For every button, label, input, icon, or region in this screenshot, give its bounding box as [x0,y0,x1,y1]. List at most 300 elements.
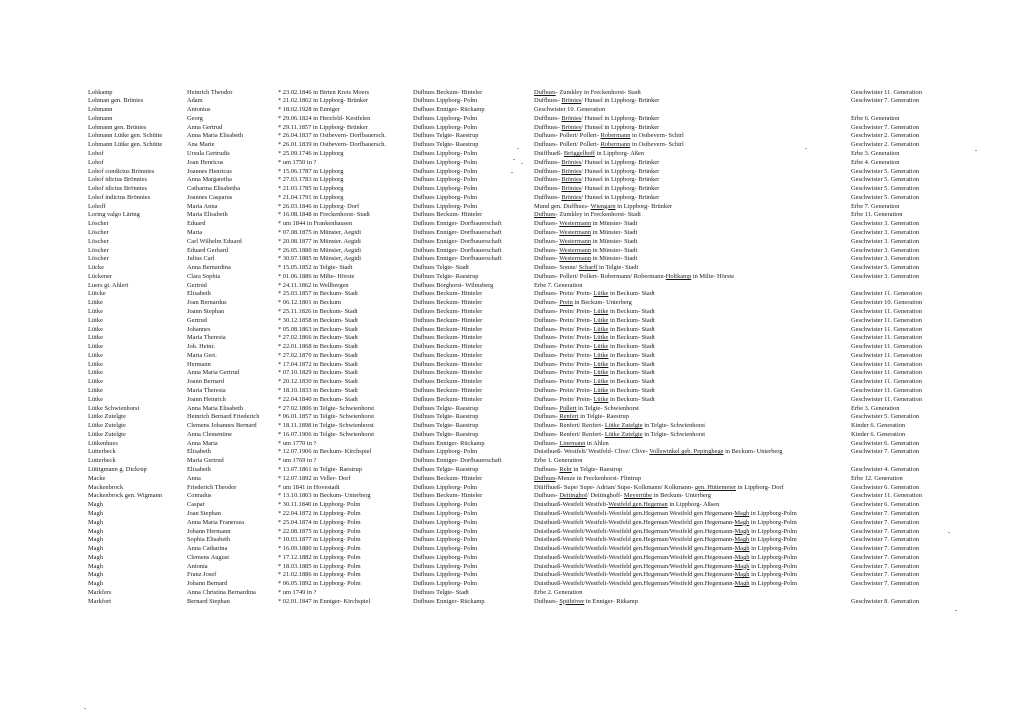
farm-cell: Dufhues Enniger- Dorfbauerschaft [413,255,502,263]
farm-cell: Dufhues Lippborg- Polm [413,176,478,184]
generation-cell: Geschwister 7. Generation [851,518,919,526]
given-name-cell: Adam [187,97,203,105]
lineage-cell: Dufhues- Prein/ Prein- Lütke in Beckum- Stadt [534,290,655,298]
table-row [0,544,1024,553]
lineage-cell: Duisthueß-Westfelt/Westfelt-Westfeld gen.Hegeman/Westfeld gen.Hegemann-Magh in Lippborg-Polm [534,527,797,535]
given-name-cell: Maria Gert. [187,351,217,359]
given-name-cell: Maria Theresia [187,387,226,395]
surname-cell: Löscher [88,246,109,254]
surname-cell: Lütke [88,369,103,377]
generation-cell: Geschwister 2. Generation [851,141,919,149]
generation-cell: Geschwister 4. Generation [851,466,919,474]
given-name-cell: Anna Maria Gertrud [187,369,240,377]
lineage-cell: Düiffhueß- Supe/ Supe- Adrian/ Supe- Kolkmann/ Kolkmann- gen. Hüttemeier in Lippborg- Dorf [534,483,784,491]
given-name-cell: Anna Maria Franersea [187,518,245,526]
generation-cell: Geschwister 3. Generation [851,255,919,263]
birth-cell: * 22.04.1872 in Lippborg- Polm [278,509,361,517]
birth-cell: * 05.08.1863 in Beckum- Stadt [278,325,358,333]
table-row [0,105,1024,114]
surname-cell: Lütke [88,334,103,342]
lineage-cell: Dufhues- Prein/ Prein- Lütke in Beckum- Stadt [534,334,655,342]
surname-cell: Lütke [88,299,103,307]
lineage-cell: Duisthueß-Westfelt/Westfelt-Westfeld gen.Hegeman/Westfeld gen.Hegemann-Magh in Lippborg-Polm [534,553,797,561]
underlined-name: Dufhues [534,88,556,96]
table-row [0,360,1024,369]
underlined-name: Robermann [600,141,631,149]
given-name-cell: Joan Stephan [187,509,221,517]
table-row [0,184,1024,193]
lineage-cell: Dufhues- Prein/ Prein- Lütke in Beckum- Stadt [534,378,655,386]
surname-cell: Lutterbeck [88,457,116,465]
lineage-cell: Dufhues- Pollert/ Pollert- Robermann/ Robermann-Holtkamp in Milte- Hörste [534,272,735,280]
surname-cell: Lückener [88,272,113,280]
table-row [0,579,1024,588]
underlined-name: Magh [734,553,750,561]
table-row [0,474,1024,483]
generation-cell: Geschwister 7. Generation [851,545,919,553]
surname-cell: Lohoff [88,202,106,210]
birth-cell: * 30.12.1858 in Beckum- Stadt [278,316,358,324]
given-name-cell: Joan Bernardus [187,299,227,307]
underlined-name: Scharff [578,264,598,272]
table-row [0,351,1024,360]
lineage-cell: Dufhues- Prein/ Prein- Lütke in Beckum- Stadt [534,351,655,359]
given-name-cell: Hermann [187,360,211,368]
lineage-cell: Duffhues- Brönies/ Hunsel in Lippborg- Brünker [534,123,660,131]
surname-cell: Loring valgo Läring [88,211,140,219]
birth-cell: * 12.07.1906 in Beckum- Kirchspiel [278,448,372,456]
generation-cell: Geschwister 11. Generation [851,316,922,324]
underlined-name: Lütke [593,387,609,395]
surname-cell: Löscher [88,220,109,228]
underlined-name: Vollswinkel geb. Pepinghege [649,448,724,456]
underlined-name: Brönies [561,114,582,122]
farm-cell: Dufhues Telgte- Raestrup [413,430,479,438]
farm-cell: Dufhues Lippborg- Polm [413,158,478,166]
generation-cell: Geschwister 7. Generation [851,536,919,544]
farm-cell: Dufhues Telgte- Stadt [413,264,469,272]
given-name-cell: Anna Catharina [187,545,228,553]
underlined-name: Spithöver [559,597,585,605]
underlined-name: Brönies [561,176,582,184]
surname-cell: Mackenbrock [88,483,124,491]
generation-cell: Geschwister 6. Generation [851,439,919,447]
birth-cell: * 16.09.1880 in Lippborg- Polm [278,545,361,553]
given-name-cell: Ursula Gertrudis [187,149,230,157]
birth-cell: * um 1841 in Hovestadt [278,483,340,491]
surname-cell: Lütke [88,360,103,368]
surname-cell: Magh [88,536,103,544]
underlined-name: Lütke [593,334,609,342]
surname-cell: Lütke [88,378,103,386]
underlined-name: Lütke [593,343,609,351]
table-row [0,228,1024,237]
table-row [0,553,1024,562]
given-name-cell: Elisabeth [187,466,211,474]
underlined-name: Brönies [561,185,582,193]
table-row [0,377,1024,386]
lineage-cell: Dufhues- Zumkley in Freckenhorst- Stadt [534,211,641,219]
underlined-name: Westermann [559,228,592,236]
underlined-name: Magh [734,527,750,535]
farm-cell: Dufhues Beckum- Hinteler [413,492,483,500]
table-row [0,237,1024,246]
birth-cell: * 21.02.1862 in Lippborg- Brünker [278,97,369,105]
generation-cell: Erbe 11. Generation [851,211,903,219]
lineage-cell: Dufhues- Prein/ Prein- Lütke in Beckum- Stadt [534,395,655,403]
given-name-cell: Catharina Elisabetha [187,185,241,193]
given-name-cell: Maria [187,228,203,236]
generation-cell: Geschwister 3. Generation [851,237,919,245]
underlined-name: Lütke [593,351,609,359]
table-row [0,465,1024,474]
generation-cell: Geschwister 11. Generation [851,360,922,368]
underlined-name: Robermann [600,132,631,140]
birth-cell: * 26.01.1839 in Ostbevern- Dorfbauersch. [278,141,387,149]
underlined-name: Renfert [559,413,579,421]
underlined-name: Lütke [593,369,609,377]
generation-cell: Geschwister 6. Generation [851,483,919,491]
generation-cell: Geschwister 7. Generation [851,448,919,456]
table-row [0,140,1024,149]
lineage-cell: Dufhues- Westermann in Münster- Stadt [534,237,638,245]
surname-cell: Lütke Schwienhorst [88,404,140,412]
given-name-cell: Elisabeth [187,290,211,298]
farm-cell: Dufhues Enniger- Dorfbauerschaft [413,228,502,236]
table-row [0,333,1024,342]
given-name-cell: Antonia [187,562,208,570]
given-name-cell: Georg [187,114,203,122]
underlined-name: Lütke [593,325,609,333]
underlined-name: Lütke [593,308,609,315]
underlined-name: Westermann [559,237,592,245]
farm-cell: Dufhues Beckum- Hinteler [413,343,483,351]
lineage-cell: Duisthueß-Westfelt Westfelt-Westfeld gen.Hegeman/Westfeld gen Hegemann-Magh in Lippborg-Polm [534,518,797,526]
lineage-cell: Duisthueß- Westfelt/ Westfeld- Clive/ Clive- Vollswinkel geb. Pepinghege in Beckum- Unterberg [534,448,783,456]
lineage-cell: Duffhues- Brönies/ Hunsel in Lippborg- Brünker [534,167,660,175]
lineage-cell: Dufhues- Westermann in Münster- Stadt [534,255,638,263]
farm-cell: Dufhues Lippborg- Polm [413,448,478,456]
table-row [0,219,1024,228]
birth-cell: * um 1770 in ? [278,439,317,447]
given-name-cell: Anna Gertrud [187,123,223,131]
table-row [0,175,1024,184]
farm-cell: Dufhues Lippborg- Polm [413,580,478,588]
underlined-name: Lütke Zutelgte [604,430,643,438]
lineage-cell: Duisthueß-Westfelt/Westfelt-Westfeld gen.Hegeman/Westfeld gen.Hegemann-Magh in Lippborg-Polm [534,580,797,588]
farm-cell: Dufhues Lippborg- Polm [413,483,478,491]
surname-cell: Magh [88,562,103,570]
given-name-cell: Friederich Theodor [187,483,237,491]
surname-cell: Lütke Zutelgte [88,430,126,438]
birth-cell: * 16.08.1848 in Freckenhorst- Stadt [278,211,370,219]
surname-cell: Lohof condictus Brönnies [88,167,155,175]
birth-cell: * 16.07.1906 in Telgte- Schwienhorst [278,430,374,438]
given-name-cell: Caspar [187,501,205,509]
birth-cell: * um 1750 in ? [278,158,317,166]
generation-cell: Geschwister 6. Generation [851,501,919,509]
birth-cell: * 23.02.1846 in Birten Kreis Moers [278,88,370,96]
generation-cell: Geschwister 5. Generation [851,167,919,175]
given-name-cell: Johann Bernard [187,580,228,588]
table-row [0,254,1024,263]
birth-cell: * um 1749 in ? [278,588,317,596]
table-row [0,527,1024,536]
birth-cell: * 22.04.1840 in Beckum- Stadt [278,395,358,403]
birth-cell: * 25.11.1826 in Beckum- Stadt [278,308,358,315]
farm-cell: Dufhues Lippborg- Polm [413,553,478,561]
given-name-cell: Conradus [187,492,212,500]
table-row [0,562,1024,571]
surname-cell: Lütke [88,343,103,351]
farm-cell: Dufhues Telgte- Raestrup [413,132,479,140]
birth-cell: * 15.06.1787 in Lippborg [278,167,344,175]
table-row [0,96,1024,105]
generation-cell: Geschwister 3. Generation [851,272,919,280]
given-name-cell: Anna Christina Bernardina [187,588,256,596]
birth-cell: * 21.03.1785 in Lippborg [278,185,344,193]
farm-cell: Dufhues Lippborg- Polm [413,202,478,210]
farm-cell: Dufhues Telgte- Raestrup [413,272,479,280]
underlined-name: Magh [734,536,750,544]
generation-cell: Geschwister 7. Generation [851,123,919,131]
surname-cell: Lohmann [88,114,113,122]
given-name-cell: Anna Bernardina [187,264,231,272]
table-row [0,404,1024,413]
farm-cell: Dufhues Beckum- Hinteler [413,88,483,96]
table-row [0,210,1024,219]
birth-cell: * 26.04.1837 in Ostbevern- Dorfbauersch. [278,132,387,140]
lineage-cell: Dufhues- Prein/ Prein- Lütke in Beckum- Stadt [534,316,655,324]
underlined-name: Magh [734,545,750,553]
lineage-cell: Dufhues- Prein/ Prein- Lütke in Beckum- Stadt [534,325,655,333]
underlined-name: Lütke [593,378,609,386]
lineage-cell: Duisthueß-Westfelt/Westfelt-Westfeld gen.Hegeman Westfeld gen Hegemann-Magh in Lippborg-Polm [534,509,797,517]
lineage-cell: Dufhues- Deitinghof/ Deitinghoff- Meyerrübe in Beckum- Unterberg [534,492,711,500]
given-name-cell: Heinrich Bernard Friederich [187,413,260,421]
underlined-name: Meyerrübe [623,492,652,500]
underlined-name: Magh [734,509,750,517]
generation-cell: Kinder 6. Generation [851,430,906,438]
farm-cell: Dufhues Lippborg- Polm [413,501,478,509]
table-row [0,193,1024,202]
given-name-cell: Antonius [187,106,211,114]
surname-cell: Magh [88,501,103,509]
lineage-cell: Erbe 1. Generation [534,457,583,465]
underlined-name: Westermann [559,220,592,228]
lineage-cell: Dufhues- Spithöver in Enniger- Rükamp [534,597,638,605]
given-name-cell: Maria Gertrud [187,457,224,465]
underlined-name: gen. Hüttemeier [694,483,737,491]
table-row [0,447,1024,456]
lineage-cell: Duisthueß-Westfelt/Westfelt-Westfeld gen.Hegeman/Westfeld gen.Hegemann-Magh in Lippborg-Polm [534,571,797,579]
lineage-cell: Duffhues- Brönies/ Hunsel in Lippborg- Brünker [534,185,660,193]
scan-speck [517,148,519,149]
given-name-cell: Gertrud [187,281,207,289]
generation-cell: Geschwister 11. Generation [851,387,922,395]
farm-cell: Dufhues Lippborg- Polm [413,123,478,131]
farm-cell: Dufhues Enniger- Rückamp [413,597,485,605]
farm-cell: Dufhues Telgte- Raestrup [413,141,479,149]
scan-speck [521,163,523,164]
underlined-name: Westermann [559,246,592,254]
given-name-cell: Sophia Elisabeth [187,536,231,544]
scan-speck [513,159,515,160]
underlined-name: Lütke [593,316,609,324]
lineage-cell: Dufhues- Renfert/ Renfert- Lütke Zutelgte in Telgte- Schwienhorst [534,422,706,430]
birth-cell: * 20.08.1877 in Münster. Aegidi [278,237,361,245]
generation-cell: Geschwister 11. Generation [851,351,922,359]
generation-cell: Geschwister 11. Generation [851,492,922,500]
birth-cell: * 25.09.1746 in Lippborg [278,149,344,157]
given-name-cell: Clemens Johannes Bernard [187,422,257,430]
birth-cell: * 13.10.1803 in Beckum- Unterberg [278,492,371,500]
given-name-cell: Anna Margaretha [187,176,232,184]
surname-cell: Lohof [88,158,104,166]
birth-cell: * 18.02.1928 in Enniger [278,106,340,114]
generation-cell: Geschwister 11. Generation [851,308,922,315]
lineage-cell: Dufhues- Westermann in Münster- Stadt [534,246,638,254]
surname-cell: Magh [88,553,103,561]
given-name-cell: Gertrud [187,316,207,324]
surname-cell: Macke [88,474,106,482]
table-row [0,289,1024,298]
given-name-cell: Maria Theresia [187,334,226,342]
lineage-cell: Dufhues- Westermann in Münster- Stadt [534,220,638,228]
farm-cell: Dufhues Beckum- Hinteler [413,395,483,403]
underlined-name: Bröggelhoff [563,149,595,157]
lineage-cell: Dufhues- Zumkley in Freckenhorst- Stadt [534,88,641,96]
lineage-cell: Duiffhueß- Bröggelhoff in Lippborg- Aßen [534,149,645,157]
underlined-name: Lütke [593,360,609,368]
underlined-name: Brönies [561,123,582,131]
surname-cell: Markfers [88,588,112,596]
surname-cell: Lohof indictus Brönnies [88,193,151,201]
farm-cell: Dufhues Beckum- Hinteler [413,334,483,342]
lineage-cell: Dufhues- Linemann in Ahlen [534,439,609,447]
generation-cell: Geschwister 10. Generation [851,299,923,307]
lineage-cell: Dufhues- Pollert in Telgte- Schwienhorst [534,404,639,412]
table-row [0,483,1024,492]
surname-cell: Magh [88,527,103,535]
given-name-cell: Anna [187,474,201,482]
underlined-name: Magh [734,580,750,588]
underlined-name: Holtkamp [665,272,692,280]
given-name-cell: Clara Sophia [187,272,221,280]
farm-cell: Dufhues Lippborg- Polm [413,562,478,570]
surname-cell: Löscher [88,237,109,245]
surname-cell: Lohman gen. Brünies [88,97,144,105]
table-row [0,114,1024,123]
given-name-cell: Carl Wilhelm Eduard [187,237,242,245]
table-row [0,430,1024,439]
underlined-name: Westfeld gen.Hegeman [608,501,668,509]
farm-cell: Dufhues Beckum- Hinteler [413,325,483,333]
lineage-cell: Dufhues- Renfert in Telgte- Raestrup [534,413,629,421]
given-name-cell: Julius Carl [187,255,215,263]
farm-cell: Dufhues Beckum- Hinteler [413,387,483,395]
surname-cell: Lütke [88,387,103,395]
given-name-cell: Clemens August [187,553,230,561]
given-name-cell: Maria Elisabeth [187,211,228,219]
given-name-cell: Anna Clementine [187,430,232,438]
lineage-cell: Dufhues- Pollert/ Pollert- Robermann in Ostbevern- Schirl [534,132,684,140]
birth-cell: * 22.01.1868 in Beckum- Stadt [278,343,358,351]
surname-cell: Magh [88,580,103,588]
birth-cell: * 30.07.1885 in Münster, Aegidi [278,255,361,263]
generation-cell: Geschwister 5. Generation [851,185,919,193]
underlined-name: Magh [734,518,750,526]
surname-cell: Lütke [88,395,103,403]
lineage-cell: Duffhues- Brönies/ Hunsel in Lippborg- Brünker [534,176,660,184]
lineage-cell: Erbe 2. Generation [534,588,583,596]
given-name-cell: Anna Maria [187,439,218,447]
given-name-cell: Bernard Stephan [187,597,230,605]
given-name-cell: Joann Heinrich [187,395,226,403]
birth-cell: * 18.10.1833 in Beckum- Stadt [278,387,358,395]
surname-cell: Lohof idictus Brönnies [88,176,147,184]
generation-cell: Erbe 3. Generation [851,404,900,412]
birth-cell: * 07.10.1829 in Beckum- Stadt [278,369,358,377]
lineage-cell: Dufhues- Prein in Beckum- Unterberg [534,299,632,307]
lineage-cell: Erbe 7. Generation [534,281,583,289]
farm-cell: Dufhues Beckum- Hinteler [413,378,483,386]
table-row [0,246,1024,255]
lineage-cell: Duffhues- Brönies/ Hunsel in Lippborg- Brünker [534,158,660,166]
given-name-cell: Anna Maria Elisabeth [187,132,244,140]
generation-cell: Geschwister 11. Generation [851,395,922,403]
surname-cell: Lütke [88,351,103,359]
farm-cell: Dufhues Beckum- Hinteler [413,351,483,359]
table-row [0,439,1024,448]
farm-cell: Dufhues Beckum- Hinteler [413,211,483,219]
lineage-cell: Mund gen. Duffhues- Wiengarn in Lippborg- Brünker [534,202,673,210]
generation-cell: Erbe 7. Generation [851,202,900,210]
birth-cell: * 01.06.1886 in Milte- Hörste [278,272,355,280]
given-name-cell: Heinrich Theodor [187,88,233,96]
underlined-name: Brönies [561,193,582,201]
given-name-cell: Joh. Heinr. [187,343,215,351]
surname-cell: Markfort [88,597,112,605]
scan-speck [975,150,977,151]
scan-speck [84,708,86,709]
surname-cell: Lohmann Lütke gen. Schütte [88,141,163,149]
farm-cell: Dufhues Lippborg- Polm [413,571,478,579]
generation-cell: Geschwister 5. Generation [851,264,919,272]
generation-cell: Geschwister 3. Generation [851,228,919,236]
surname-cell: Lohof idictus Brönnies [88,185,147,193]
lineage-cell: Dufhues- Renfert/ Renfert- Lütke Zutelgte in Telgte- Schwienhorst [534,430,706,438]
generation-cell: Erbe 3. Generation [851,149,900,157]
underlined-name: Linemann [559,439,586,447]
farm-cell: Dufhues Beckum- Hinteler [413,308,483,315]
given-name-cell: Ana Marie [187,141,215,149]
surname-cell: Lütke [88,316,103,324]
surname-cell: Lohof [88,149,104,157]
surname-cell: Lütke [88,308,103,315]
given-name-cell: Eduard [187,220,206,228]
birth-cell: * 12.07.1892 in Veller- Dorf [278,474,351,482]
table-row [0,316,1024,325]
birth-cell: * 02.01.1847 in Enniger- Kirchspiel [278,597,371,605]
birth-cell: * 26.05.1880 in Münster, Aegidi [278,246,361,254]
birth-cell: * 21.02.1886 in Lippborg- Polm [278,571,361,579]
farm-cell: Dufhues Borghorst- Wilmsberg [413,281,494,289]
birth-cell: * 25.04.1874 in Lippborg- Polm [278,518,361,526]
given-name-cell: Joann Bernard [187,378,225,386]
lineage-cell: Dufhues- Prein/ Prein- Lütke in Beckum- Stadt [534,387,655,395]
generation-cell: Geschwister 11. Generation [851,325,922,333]
